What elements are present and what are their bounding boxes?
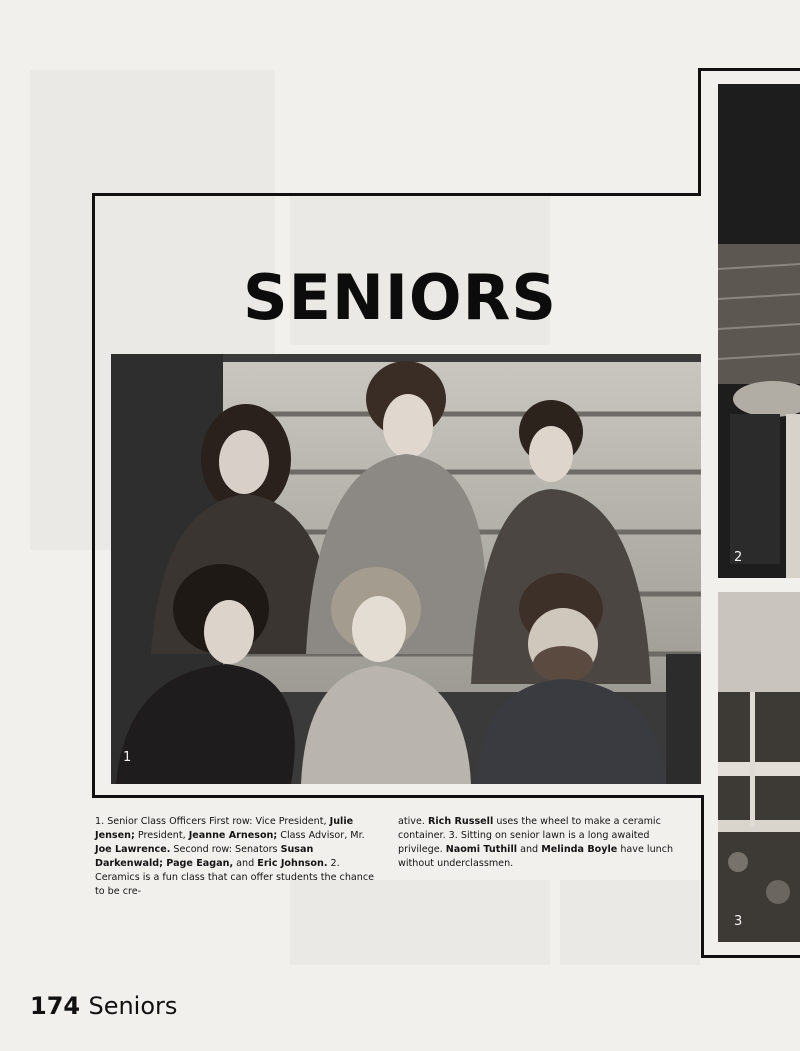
page-number: 174 <box>30 992 81 1020</box>
caption-text: and <box>233 858 258 869</box>
caption-text: uses the wheel to make a ceramic container. 3. Sitting on senior lawn is a long awaited privilege. <box>398 816 661 855</box>
caption-text: ative. <box>398 816 428 827</box>
frame-line <box>701 955 800 958</box>
caption-name: Melinda Boyle <box>541 844 618 855</box>
frame-line <box>92 193 95 798</box>
caption-text: have lunch without underclassmen. <box>398 844 674 869</box>
frame-line <box>92 795 704 798</box>
photo-number: 3 <box>734 914 743 929</box>
show-through-block <box>560 880 700 965</box>
caption-text: 1. Senior Class Officers First row: Vice President, <box>95 816 330 827</box>
page-title: SENIORS <box>242 261 558 334</box>
caption-column-2 <box>398 815 690 871</box>
photo-number: 2 <box>734 550 743 565</box>
caption-name: Julie Jensen; <box>95 816 354 841</box>
caption-name: Jeanne Arneson; <box>188 830 278 841</box>
frame-line <box>701 795 704 957</box>
caption-name: Rich Russell <box>428 816 494 827</box>
group-photo <box>111 354 701 784</box>
frame-line <box>698 68 800 71</box>
page-folio <box>30 992 177 1020</box>
senior-lawn-photo-art <box>718 592 800 942</box>
section-name: Seniors <box>88 992 178 1020</box>
caption-column-1 <box>95 815 383 899</box>
frame-line <box>92 193 700 196</box>
caption-text: 2. Ceramics is a fun class that can offer students the chance to be cre- <box>95 858 375 897</box>
ceramics-photo <box>718 84 800 578</box>
caption-text: and <box>517 844 542 855</box>
caption-text: President, <box>134 830 189 841</box>
senior-lawn-photo <box>718 592 800 942</box>
caption-name: Naomi Tuthill <box>445 844 518 855</box>
group-photo-art <box>111 354 701 784</box>
caption-name: Eric Johnson. <box>257 858 328 869</box>
photo-number: 1 <box>123 750 132 765</box>
caption-name: Joe Lawrence. <box>95 844 171 855</box>
caption-text: Class Advisor, Mr. <box>277 830 365 841</box>
caption-name: Susan Darkenwald; Page Eagan, <box>95 844 314 869</box>
ceramics-photo-art <box>718 84 800 578</box>
frame-line <box>698 68 701 196</box>
caption-text: Second row: Senators <box>170 844 281 855</box>
